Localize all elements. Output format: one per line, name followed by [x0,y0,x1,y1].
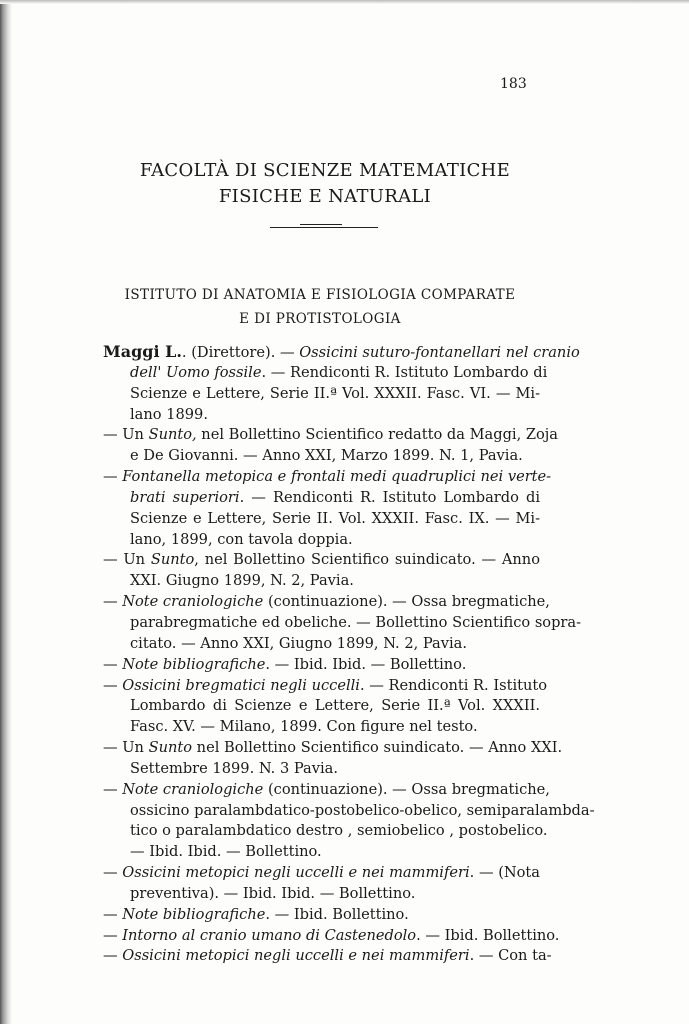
text-segment: citato. — Anno XXI, Giugno 1899, N. 2, Pavia. [130,634,467,652]
text-line [103,467,552,488]
italic-title: Note bibliografiche [122,655,266,673]
text-segment: lano, 1899, con tavola doppia. [130,530,353,548]
italic-title: Note craniologiche [122,780,264,798]
decorative-rule [270,227,378,228]
text-line [103,592,550,613]
text-line [103,717,540,738]
text-segment: XXI. Giugno 1899, N. 2, Pavia. [130,572,354,590]
italic-title: Sunto, [148,426,197,444]
text-segment: — [103,947,123,965]
text-segment: — [103,864,123,882]
text-segment: , nel Bollettino Scientifico suindicato. — Anno [194,551,540,569]
text-line [103,446,540,467]
text-line [103,946,552,967]
text-segment: ossicino paralambdatico-postobelico-obelico, semiparalambda- [130,801,595,819]
text-segment: . — Con ta- [469,947,552,965]
text-line [103,696,540,717]
text-segment: Scienze e Lettere, Serie II.ª Vol. XXXII. Fasc. VI. — Mi- [130,384,540,402]
text-line [103,842,540,863]
text-segment: nel Bollettino Scientifico redatto da Maggi, Zoja [196,426,559,444]
text-line [103,863,540,884]
italic-title: Sunto [148,739,193,757]
text-segment: — Un [103,551,151,569]
text-segment: . — Rendiconti R. Istituto [359,676,548,694]
text-segment: . — Ibid. Ibid. — Bollettino. [265,655,467,673]
text-segment: nel Bollettino Scientifico suindicato. — Anno XXI. [192,739,563,757]
text-segment: (continuazione). — Ossa bregmatiche, [263,593,550,611]
italic-title: dell' Uomo fossile [130,363,262,381]
text-segment: parabregmatiche ed obeliche. — Bollettino Scientifico sopra- [130,613,582,631]
faculty-title-line-1: FACOLTÀ DI SCIENZE MATEMATICHE [139,160,511,181]
text-segment: — [103,468,123,486]
page-edge-shadow [0,0,12,1024]
faculty-title-line-2: FISICHE E NATURALI [218,186,432,207]
text-segment: — [103,926,123,944]
text-line [103,634,540,655]
italic-title: Fontanella metopica e frontali medi quadruplici nei verte- [122,468,552,486]
page-top-edge [0,0,689,4]
text-line [103,676,548,697]
text-line [103,571,540,592]
text-segment: Scienze e Lettere, Serie II. Vol. XXXII. Fasc. IX. — Mi- [130,509,540,527]
text-line [103,780,550,801]
text-segment: . — (Nota [469,864,541,882]
text-segment: lano 1899. [130,405,208,423]
text-line [103,801,595,822]
text-line [103,905,540,926]
text-segment: preventiva). — Ibid. Ibid. — Bollettino. [130,884,416,902]
text-segment: . — Ibid. Bollettino. [416,926,560,944]
italic-title: brati superiori [130,488,240,506]
text-segment: — [103,780,123,798]
author-name: Maggi L. [103,342,182,361]
text-line [103,530,540,551]
text-segment: (continuazione). — Ossa bregmatiche, [263,780,550,798]
text-segment: — Un [103,739,149,757]
text-line [103,405,540,426]
text-segment: — [103,593,123,611]
text-segment: . (Direttore). — [181,344,300,361]
institute-heading-line-1: ISTITUTO DI ANATOMIA E FISIOLOGIA COMPARATE [124,287,516,303]
text-segment: . — Rendiconti R. Istituto Lombardo di [239,488,540,506]
text-segment: Fasc. XV. — Milano, 1899. Con figure nel testo. [130,718,478,736]
text-line [103,550,540,571]
text-line [103,926,560,947]
text-segment: Settembre 1899. N. 3 Pavia. [130,759,339,777]
italic-title: Note bibliografiche [122,905,266,923]
text-line [103,425,559,446]
text-line [103,488,540,509]
text-segment: — Ibid. Ibid. — Bollettino. [130,843,322,861]
text-line [103,363,548,384]
text-line [103,655,540,676]
text-line [103,759,540,780]
text-segment: e De Giovanni. — Anno XXI, Marzo 1899. N. 1, Pavia. [130,447,523,465]
italic-title: Note craniologiche [122,593,264,611]
italic-title: Ossicini bregmatici negli uccelli [122,676,360,694]
text-segment: — [103,905,123,923]
italic-title: Ossicini metopici negli uccelli e nei mammiferi [122,864,470,882]
text-line [103,613,582,634]
text-segment: Lombardo di Scienze e Lettere, Serie II.ª Vol. XXXII. [130,697,540,715]
italic-title: Ossicini metopici negli uccelli e nei mammiferi [122,947,470,965]
institute-heading-line-2: E DI PROTISTOLOGIA [239,311,401,327]
text-segment: — Un [103,426,149,444]
page-number: 183 [500,76,527,92]
text-segment: — [103,655,123,673]
decorative-rule-double [300,224,342,225]
italic-title: Ossicini suturo-fontanellari nel cranio [299,344,580,361]
italic-title: Intorno al cranio umano di Castenedolo [122,926,417,944]
text-line [103,821,548,842]
text-segment: . — Ibid. Bollettino. [265,905,409,923]
text-line [103,384,540,405]
text-line [103,342,580,363]
text-line [103,738,563,759]
text-segment: . — Rendiconti R. Istituto Lombardo di [261,363,548,381]
text-segment: tico o paralambdatico destro , semiobelico , postobelico. [130,822,548,840]
bibliography-list [103,342,595,967]
text-line [103,509,540,530]
text-line [103,884,540,905]
text-segment: — [103,676,123,694]
italic-title: Sunto [150,551,195,569]
